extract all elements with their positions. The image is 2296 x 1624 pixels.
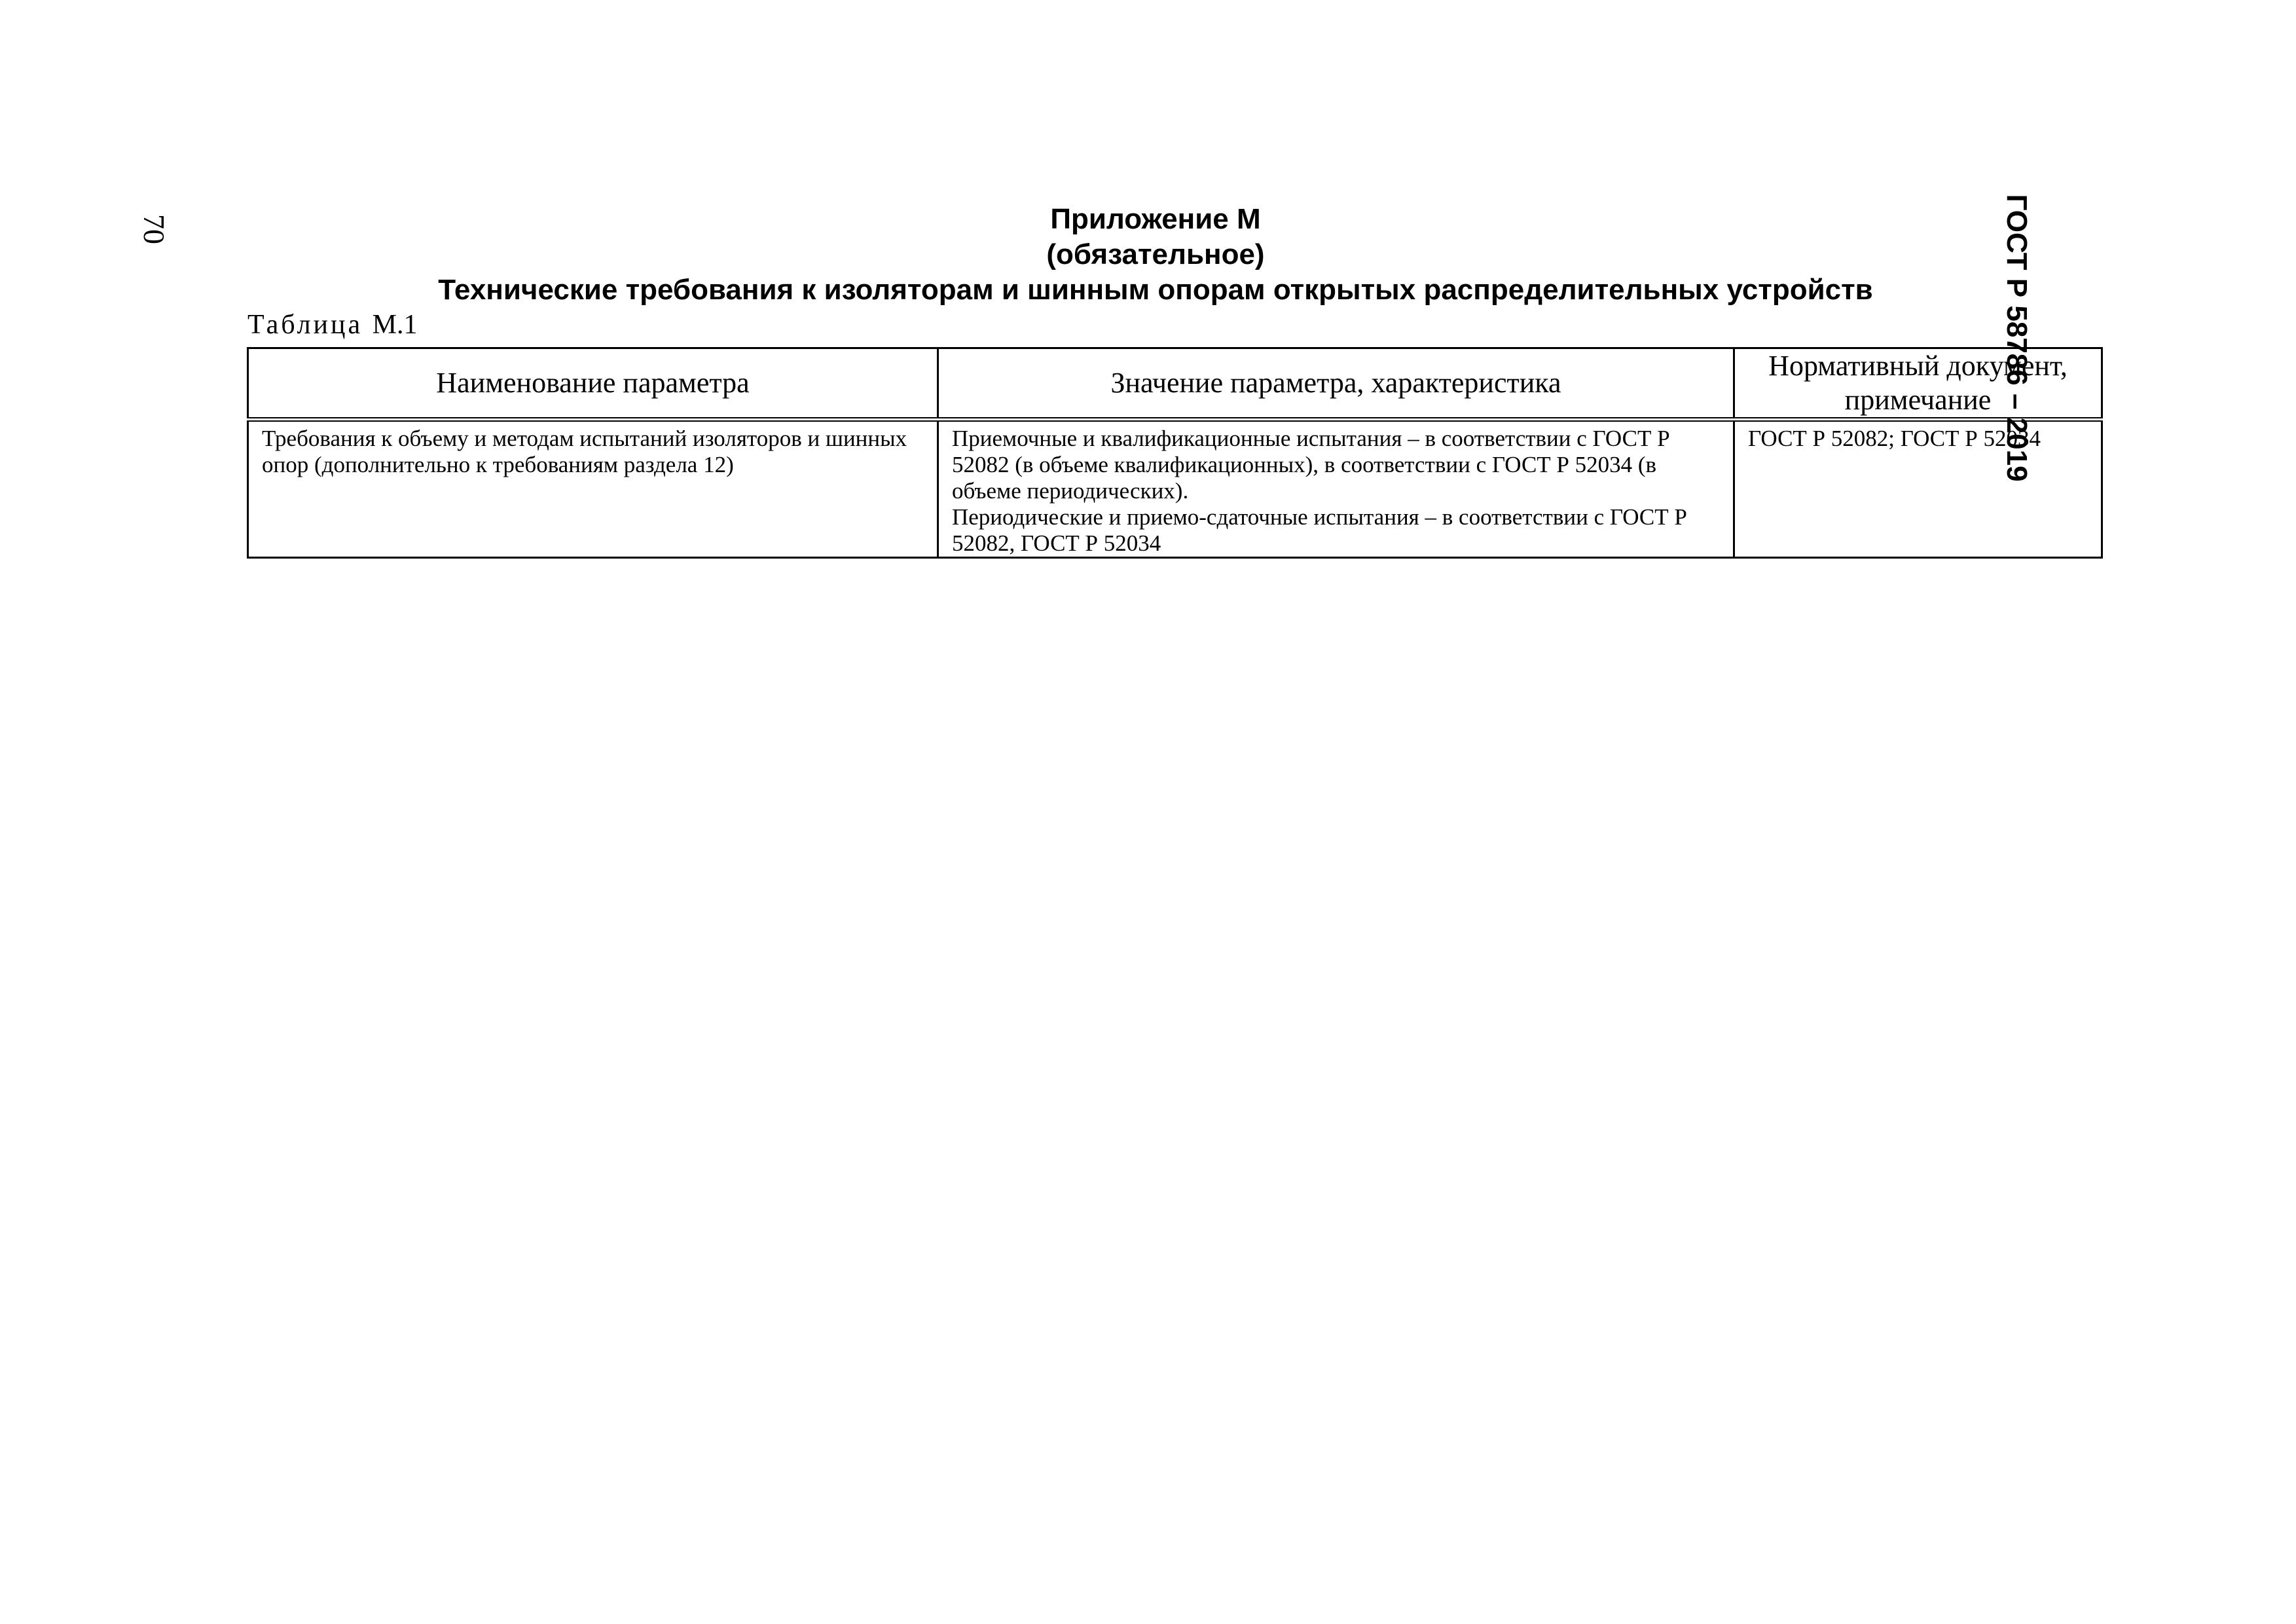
header-parameter-name: Наименование параметра	[248, 348, 938, 420]
appendix-header	[246, 202, 2066, 308]
cell-parameter: Требования к объему и методам испытаний изоляторов и шинных опор (дополнительно к требованиям раздела 12)	[248, 420, 938, 558]
table-caption-word: Таблица	[247, 310, 363, 340]
appendix-heading: Технические требования к изоляторам и шинным опорам открытых распределительных устройств	[438, 274, 1873, 306]
appendix-title: Приложение М	[1050, 203, 1261, 235]
document-code: ГОСТ Р 58786 – 2019	[2001, 194, 2033, 482]
appendix-status: (обязательное)	[1046, 238, 1265, 270]
cell-value-line-2: Периодические и приемо-сдаточные испытания – в соответствии с ГОСТ Р 52082, ГОСТ Р 52034	[952, 504, 1687, 556]
page-number: 70	[137, 214, 171, 244]
table-row	[248, 420, 2102, 558]
requirements-table	[247, 347, 2103, 559]
header-parameter-value: Значение параметра, характеристика	[938, 348, 1734, 420]
header-normative-document: Нормативный документ, примечание	[1734, 348, 2102, 420]
cell-document: ГОСТ Р 52082; ГОСТ Р 52034	[1734, 420, 2102, 558]
cell-value	[938, 420, 1734, 558]
table-header-row	[248, 348, 2102, 420]
table-caption-number: М.1	[372, 310, 418, 340]
table-caption	[247, 306, 418, 343]
cell-value-line-1: Приемочные и квалификационные испытания – в соответствии с ГОСТ Р 52082 (в объеме квалификационных), в соответствии с ГОСТ Р 52034 (в объеме периодических).	[952, 426, 1670, 504]
